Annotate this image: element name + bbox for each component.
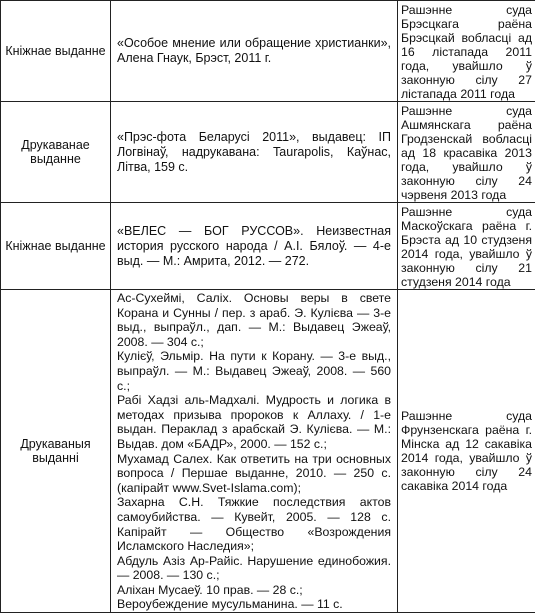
publication-item: Кулієў, Эльмір. На пути к Корану. — 3-е выд., выпраўл. — М.: Выдавец Эжеаў, 2008. — 560 с.; xyxy=(117,349,391,393)
publication-item: Рабі Хадзі аль-Мадхалі. Мудрость и логика в методах призыва пророков к Аллаху. / 1-е выдан. Пераклад з арабскай Э. Кулієва. — М.: Выдав. дом «БАДР», 2000. — 152 с.; xyxy=(117,393,391,451)
publication-item: Вероубеждение мусульманина. — 11 с. xyxy=(117,597,391,612)
publication-list xyxy=(111,290,398,613)
publication-title: «Прэс-фота Беларусі 2011», выдавец: ІП Логвінаў, надрукавана: Taurapolis, Каўнас, Літва, 159 с. xyxy=(111,102,398,203)
court-ruling: Рашэнне суда Фрунзенскага раёна г. Мінска ад 12 сакавіка 2014 года, увайшло ў законную сілу 24 сакавіка 2014 года xyxy=(398,290,535,613)
table-row xyxy=(1,203,535,290)
table-row xyxy=(1,1,535,102)
court-ruling: Рашэнне суда Брэсцкага раёна Брэсцкай вобласці ад 16 лістапада 2011 года, увайшло ў законную сілу 27 лістапада 2011 года xyxy=(398,1,535,102)
publication-item: Захарна С.Н. Тяжкие последствия актов самоубийства. — Кувейт, 2005. — 128 с. Капірайт — Общество «Возрождения Исламского Наследия»; xyxy=(117,495,391,553)
publication-title: «ВЕЛЕС — БОГ РУССОВ». Неизвестная история русского народа / А.І. Бялоў. — 4-е выд. — М.: Амрита, 2012. — 272. xyxy=(111,203,398,290)
publication-type: Кніжнае выданне xyxy=(1,203,111,290)
table-row xyxy=(1,290,535,613)
publication-item: Аліхан Мусаеў. 10 прав. — 28 с.; xyxy=(117,583,391,598)
publication-item: Ас-Сухеймі, Саліх. Основы веры в свете Корана и Сунны / пер. з араб. Э. Кулієва — 3-е выд., выпраўл., дап. — М.: Выдавец Эжеаў, 2008. — 304 с.; xyxy=(117,291,391,349)
publication-type: Кніжнае выданне xyxy=(1,1,111,102)
table-row xyxy=(1,102,535,203)
court-ruling: Рашэнне суда Маскоўскага раёна г. Брэста ад 10 студзеня 2014 года, увайшло ў законную сілу 21 студзеня 2014 года xyxy=(398,203,535,290)
publication-type: Друкаваныя выданні xyxy=(1,290,111,613)
publication-title: «Особое мнение или обращение христианки», Алена Гнаук, Брэст, 2011 г. xyxy=(111,1,398,102)
publication-type: Друкаванае выданне xyxy=(1,102,111,203)
publication-item: Мухамад Салех. Как ответить на три основных вопроса / Першае выданне, 2010. — 250 с. (капірайт www.Svet-Islama.com); xyxy=(117,452,391,496)
court-ruling: Рашэнне суда Ашмянскага раёна Гродзенскай вобласці ад 18 красавіка 2013 года, увайшло ў законную сілу 24 чэрвеня 2013 года xyxy=(398,102,535,203)
publication-item: Абдуль Азіз Ар-Райіс. Нарушение единобожия. — 2008. — 130 с.; xyxy=(117,554,391,583)
